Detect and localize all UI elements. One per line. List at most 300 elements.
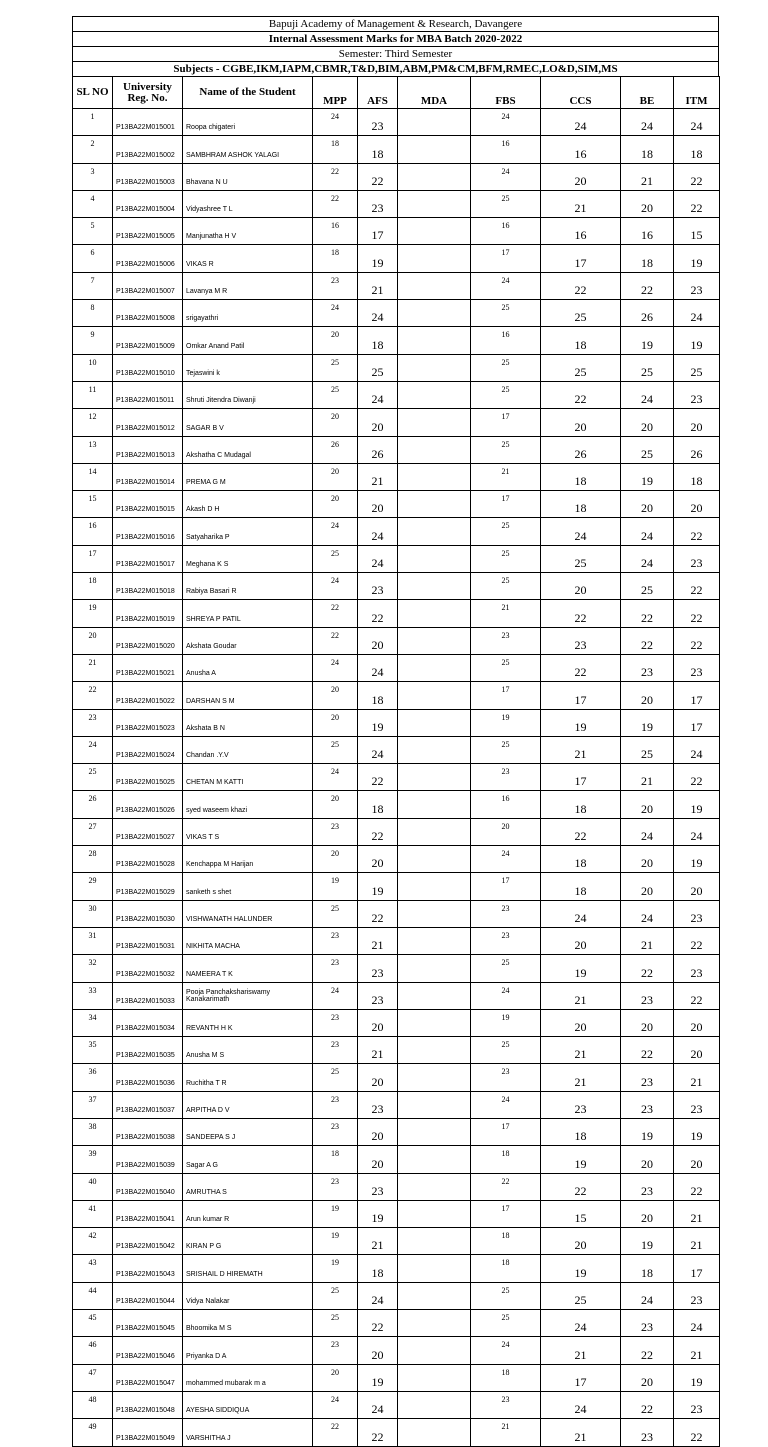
reg-no-cell: P13BA22M015044 [113,1282,183,1309]
reg-no-cell: P13BA22M015036 [113,1064,183,1091]
mpp-cell: 25 [313,1310,358,1337]
sl-cell: 34 [73,1009,113,1036]
afs-cell: 23 [358,982,398,1009]
itm-cell: 20 [674,873,720,900]
afs-cell: 24 [358,1282,398,1309]
student-name-cell: Anusha A [183,654,313,681]
mda-cell [398,1146,471,1173]
be-cell: 20 [621,1364,674,1391]
fbs-cell: 25 [471,1310,541,1337]
sl-cell: 10 [73,354,113,381]
be-cell: 24 [621,1282,674,1309]
student-name-cell: Akshata Goudar [183,627,313,654]
student-name-cell: Sagar A G [183,1146,313,1173]
table-row [73,1364,720,1391]
reg-no-cell: P13BA22M015005 [113,218,183,245]
fbs-cell: 16 [471,136,541,163]
reg-no-cell: P13BA22M015027 [113,818,183,845]
fbs-cell: 25 [471,545,541,572]
itm-cell: 20 [674,409,720,436]
itm-cell: 23 [674,1282,720,1309]
table-row [73,218,720,245]
sl-cell: 23 [73,709,113,736]
afs-cell: 22 [358,163,398,190]
student-name-cell: SANDEEPA S J [183,1118,313,1145]
mda-cell [398,354,471,381]
afs-cell: 20 [358,1118,398,1145]
itm-cell: 24 [674,736,720,763]
afs-cell: 23 [358,109,398,136]
student-name-cell: SAMBHRAM ASHOK YALAGI [183,136,313,163]
reg-no-cell: P13BA22M015025 [113,764,183,791]
table-row [73,545,720,572]
afs-cell: 17 [358,218,398,245]
afs-cell: 20 [358,1337,398,1364]
reg-no-cell: P13BA22M015010 [113,354,183,381]
mpp-cell: 19 [313,873,358,900]
ccs-cell: 17 [541,682,621,709]
mda-cell [398,1337,471,1364]
itm-cell: 22 [674,1173,720,1200]
ccs-cell: 20 [541,573,621,600]
fbs-cell: 23 [471,927,541,954]
ccs-cell: 17 [541,1364,621,1391]
student-name-cell: ARPITHA D V [183,1091,313,1118]
itm-cell: 18 [674,463,720,490]
sl-cell: 15 [73,491,113,518]
be-cell: 20 [621,1146,674,1173]
mpp-cell: 23 [313,1173,358,1200]
sl-cell: 1 [73,109,113,136]
fbs-cell: 24 [471,846,541,873]
table-row [73,900,720,927]
student-name-cell: Priyanka D A [183,1337,313,1364]
reg-no-cell: P13BA22M015008 [113,300,183,327]
reg-no-cell: P13BA22M015046 [113,1337,183,1364]
afs-cell: 19 [358,709,398,736]
reg-no-cell: P13BA22M015019 [113,600,183,627]
be-cell: 21 [621,927,674,954]
fbs-cell: 22 [471,1173,541,1200]
student-name-cell: Akshata B N [183,709,313,736]
mda-cell [398,409,471,436]
be-cell: 25 [621,573,674,600]
itm-cell: 20 [674,1009,720,1036]
itm-cell: 22 [674,573,720,600]
fbs-cell: 17 [471,873,541,900]
table-row [73,1146,720,1173]
reg-no-cell: P13BA22M015033 [113,982,183,1009]
afs-cell: 23 [358,1173,398,1200]
afs-cell: 23 [358,190,398,217]
ccs-cell: 25 [541,545,621,572]
institution-name: Bapuji Academy of Management & Research, Davangere [72,16,719,31]
mda-cell [398,982,471,1009]
mda-cell [398,1118,471,1145]
be-cell: 18 [621,245,674,272]
be-cell: 22 [621,1337,674,1364]
reg-no-cell: P13BA22M015031 [113,927,183,954]
afs-cell: 22 [358,818,398,845]
student-name-cell: DARSHAN S M [183,682,313,709]
be-cell: 24 [621,900,674,927]
reg-no-cell: P13BA22M015024 [113,736,183,763]
afs-cell: 23 [358,955,398,982]
fbs-cell: 25 [471,518,541,545]
mpp-cell: 24 [313,573,358,600]
table-row [73,1091,720,1118]
be-cell: 18 [621,136,674,163]
ccs-cell: 19 [541,709,621,736]
fbs-cell: 18 [471,1255,541,1282]
itm-cell: 18 [674,136,720,163]
mpp-cell: 18 [313,136,358,163]
be-cell: 22 [621,627,674,654]
reg-no-cell: P13BA22M015049 [113,1419,183,1446]
table-row [73,327,720,354]
table-row [73,518,720,545]
sl-cell: 14 [73,463,113,490]
ccs-cell: 22 [541,600,621,627]
reg-no-cell: P13BA22M015017 [113,545,183,572]
sl-cell: 45 [73,1310,113,1337]
mda-cell [398,245,471,272]
reg-no-cell: P13BA22M015023 [113,709,183,736]
fbs-cell: 24 [471,109,541,136]
reg-no-cell: P13BA22M015035 [113,1037,183,1064]
afs-cell: 23 [358,573,398,600]
mpp-cell: 23 [313,1037,358,1064]
table-row [73,600,720,627]
student-name-cell: Anusha M S [183,1037,313,1064]
mda-cell [398,436,471,463]
be-cell: 20 [621,409,674,436]
student-name-cell: SRISHAIL D HIREMATH [183,1255,313,1282]
itm-cell: 19 [674,1118,720,1145]
mpp-cell: 24 [313,982,358,1009]
student-name-cell: Bhoomika M S [183,1310,313,1337]
fbs-cell: 23 [471,1391,541,1418]
marks-table [72,76,720,1447]
mpp-cell: 24 [313,764,358,791]
ccs-cell: 24 [541,900,621,927]
reg-no-cell: P13BA22M015012 [113,409,183,436]
itm-cell: 22 [674,600,720,627]
itm-cell: 19 [674,791,720,818]
be-cell: 16 [621,218,674,245]
student-name-cell: Bhavana N U [183,163,313,190]
mda-cell [398,955,471,982]
sl-cell: 17 [73,545,113,572]
mpp-cell: 19 [313,1200,358,1227]
ccs-cell: 24 [541,1391,621,1418]
student-name-cell: Pooja Panchakshariswamy Kanakarimath [183,982,313,1009]
table-row [73,190,720,217]
mpp-cell: 25 [313,900,358,927]
reg-no-cell: P13BA22M015014 [113,463,183,490]
mpp-cell: 24 [313,518,358,545]
afs-cell: 23 [358,1091,398,1118]
mpp-cell: 23 [313,818,358,845]
mda-cell [398,1037,471,1064]
student-name-cell: Arun kumar R [183,1200,313,1227]
be-cell: 22 [621,1037,674,1064]
be-cell: 23 [621,654,674,681]
afs-cell: 25 [358,354,398,381]
fbs-cell: 18 [471,1228,541,1255]
fbs-cell: 17 [471,491,541,518]
reg-no-cell: P13BA22M015039 [113,1146,183,1173]
be-cell: 24 [621,381,674,408]
mda-cell [398,873,471,900]
be-cell: 26 [621,300,674,327]
mpp-cell: 20 [313,846,358,873]
itm-cell: 25 [674,354,720,381]
mpp-cell: 26 [313,436,358,463]
table-row [73,1200,720,1227]
itm-cell: 19 [674,245,720,272]
mda-cell [398,518,471,545]
mpp-cell: 25 [313,354,358,381]
ccs-cell: 16 [541,136,621,163]
reg-no-cell: P13BA22M015011 [113,381,183,408]
table-row [73,436,720,463]
mda-cell [398,1255,471,1282]
afs-cell: 22 [358,1419,398,1446]
col-header-ccs: CCS [541,77,621,109]
sl-cell: 33 [73,982,113,1009]
be-cell: 20 [621,846,674,873]
itm-cell: 17 [674,1255,720,1282]
reg-no-cell: P13BA22M015009 [113,327,183,354]
be-cell: 20 [621,1009,674,1036]
student-name-cell: PREMA G M [183,463,313,490]
mpp-cell: 20 [313,682,358,709]
table-header-row [73,77,720,109]
sl-cell: 49 [73,1419,113,1446]
reg-no-cell: P13BA22M015047 [113,1364,183,1391]
reg-no-cell: P13BA22M015022 [113,682,183,709]
ccs-cell: 21 [541,1419,621,1446]
mda-cell [398,573,471,600]
student-name-cell: SAGAR B V [183,409,313,436]
itm-cell: 23 [674,272,720,299]
be-cell: 20 [621,791,674,818]
sl-cell: 19 [73,600,113,627]
sl-cell: 41 [73,1200,113,1227]
mda-cell [398,1228,471,1255]
reg-no-cell: P13BA22M015028 [113,846,183,873]
afs-cell: 22 [358,600,398,627]
ccs-cell: 22 [541,654,621,681]
mpp-cell: 20 [313,327,358,354]
sl-cell: 27 [73,818,113,845]
itm-cell: 22 [674,982,720,1009]
mpp-cell: 25 [313,381,358,408]
table-row [73,272,720,299]
mda-cell [398,927,471,954]
be-cell: 20 [621,190,674,217]
itm-cell: 22 [674,190,720,217]
student-name-cell: Lavanya M R [183,272,313,299]
mpp-cell: 18 [313,1146,358,1173]
be-cell: 25 [621,436,674,463]
reg-no-cell: P13BA22M015021 [113,654,183,681]
student-name-cell: Rabiya Basari R [183,573,313,600]
sl-cell: 8 [73,300,113,327]
itm-cell: 17 [674,709,720,736]
fbs-cell: 25 [471,1037,541,1064]
table-row [73,245,720,272]
sl-cell: 22 [73,682,113,709]
table-row [73,1391,720,1418]
fbs-cell: 17 [471,1118,541,1145]
student-name-cell: NIKHITA MACHA [183,927,313,954]
be-cell: 19 [621,1118,674,1145]
fbs-cell: 18 [471,1146,541,1173]
mpp-cell: 18 [313,245,358,272]
table-row [73,136,720,163]
ccs-cell: 24 [541,109,621,136]
ccs-cell: 18 [541,327,621,354]
reg-no-cell: P13BA22M015042 [113,1228,183,1255]
itm-cell: 20 [674,1037,720,1064]
ccs-cell: 25 [541,300,621,327]
ccs-cell: 26 [541,436,621,463]
mda-cell [398,791,471,818]
ccs-cell: 21 [541,1064,621,1091]
col-header-reg: University Reg. No. [113,77,183,109]
mpp-cell: 25 [313,736,358,763]
student-name-cell: VIKAS R [183,245,313,272]
sl-cell: 40 [73,1173,113,1200]
itm-cell: 19 [674,846,720,873]
ccs-cell: 18 [541,846,621,873]
mda-cell [398,1009,471,1036]
ccs-cell: 18 [541,791,621,818]
student-name-cell: mohammed mubarak m a [183,1364,313,1391]
afs-cell: 21 [358,1228,398,1255]
table-row [73,1037,720,1064]
mda-cell [398,190,471,217]
fbs-cell: 23 [471,900,541,927]
afs-cell: 18 [358,327,398,354]
fbs-cell: 17 [471,245,541,272]
mpp-cell: 20 [313,409,358,436]
be-cell: 23 [621,1419,674,1446]
student-name-cell: NAMEERA T K [183,955,313,982]
ccs-cell: 20 [541,927,621,954]
ccs-cell: 21 [541,190,621,217]
afs-cell: 19 [358,873,398,900]
table-row [73,818,720,845]
mpp-cell: 22 [313,163,358,190]
fbs-cell: 25 [471,736,541,763]
afs-cell: 20 [358,409,398,436]
student-name-cell: REVANTH H K [183,1009,313,1036]
afs-cell: 19 [358,245,398,272]
table-row [73,163,720,190]
fbs-cell: 18 [471,1364,541,1391]
student-name-cell: KIRAN P G [183,1228,313,1255]
be-cell: 19 [621,709,674,736]
table-row [73,1282,720,1309]
be-cell: 25 [621,736,674,763]
afs-cell: 18 [358,136,398,163]
reg-no-cell: P13BA22M015029 [113,873,183,900]
sl-cell: 11 [73,381,113,408]
afs-cell: 24 [358,654,398,681]
student-name-cell: VARSHITHA J [183,1419,313,1446]
col-header-sl: SL NO [73,77,113,109]
reg-no-cell: P13BA22M015030 [113,900,183,927]
mda-cell [398,764,471,791]
afs-cell: 21 [358,463,398,490]
sl-cell: 3 [73,163,113,190]
sl-cell: 28 [73,846,113,873]
be-cell: 25 [621,354,674,381]
sl-cell: 24 [73,736,113,763]
reg-no-cell: P13BA22M015015 [113,491,183,518]
fbs-cell: 23 [471,764,541,791]
table-row [73,1009,720,1036]
fbs-cell: 24 [471,163,541,190]
sl-cell: 18 [73,573,113,600]
mda-cell [398,272,471,299]
table-row [73,1419,720,1446]
sl-cell: 6 [73,245,113,272]
sl-cell: 43 [73,1255,113,1282]
reg-no-cell: P13BA22M015020 [113,627,183,654]
sl-cell: 35 [73,1037,113,1064]
sl-cell: 36 [73,1064,113,1091]
afs-cell: 19 [358,1200,398,1227]
ccs-cell: 20 [541,1009,621,1036]
be-cell: 19 [621,1228,674,1255]
itm-cell: 20 [674,491,720,518]
sl-cell: 30 [73,900,113,927]
fbs-cell: 24 [471,272,541,299]
student-name-cell: Akshatha C Mudagal [183,436,313,463]
table-row [73,573,720,600]
mda-cell [398,1200,471,1227]
mda-cell [398,600,471,627]
mda-cell [398,1419,471,1446]
fbs-cell: 19 [471,709,541,736]
itm-cell: 24 [674,300,720,327]
mpp-cell: 24 [313,1391,358,1418]
marks-sheet [72,16,719,1447]
be-cell: 23 [621,1173,674,1200]
itm-cell: 21 [674,1064,720,1091]
ccs-cell: 22 [541,272,621,299]
table-row [73,1337,720,1364]
sl-cell: 32 [73,955,113,982]
student-name-cell: Omkar Anand Patil [183,327,313,354]
student-name-cell: VIKAS T S [183,818,313,845]
fbs-cell: 16 [471,218,541,245]
fbs-cell: 24 [471,982,541,1009]
mpp-cell: 22 [313,190,358,217]
fbs-cell: 25 [471,300,541,327]
table-row [73,354,720,381]
be-cell: 24 [621,545,674,572]
reg-no-cell: P13BA22M015001 [113,109,183,136]
student-name-cell: Ruchitha T R [183,1064,313,1091]
afs-cell: 20 [358,1064,398,1091]
afs-cell: 18 [358,1255,398,1282]
mpp-cell: 20 [313,1364,358,1391]
